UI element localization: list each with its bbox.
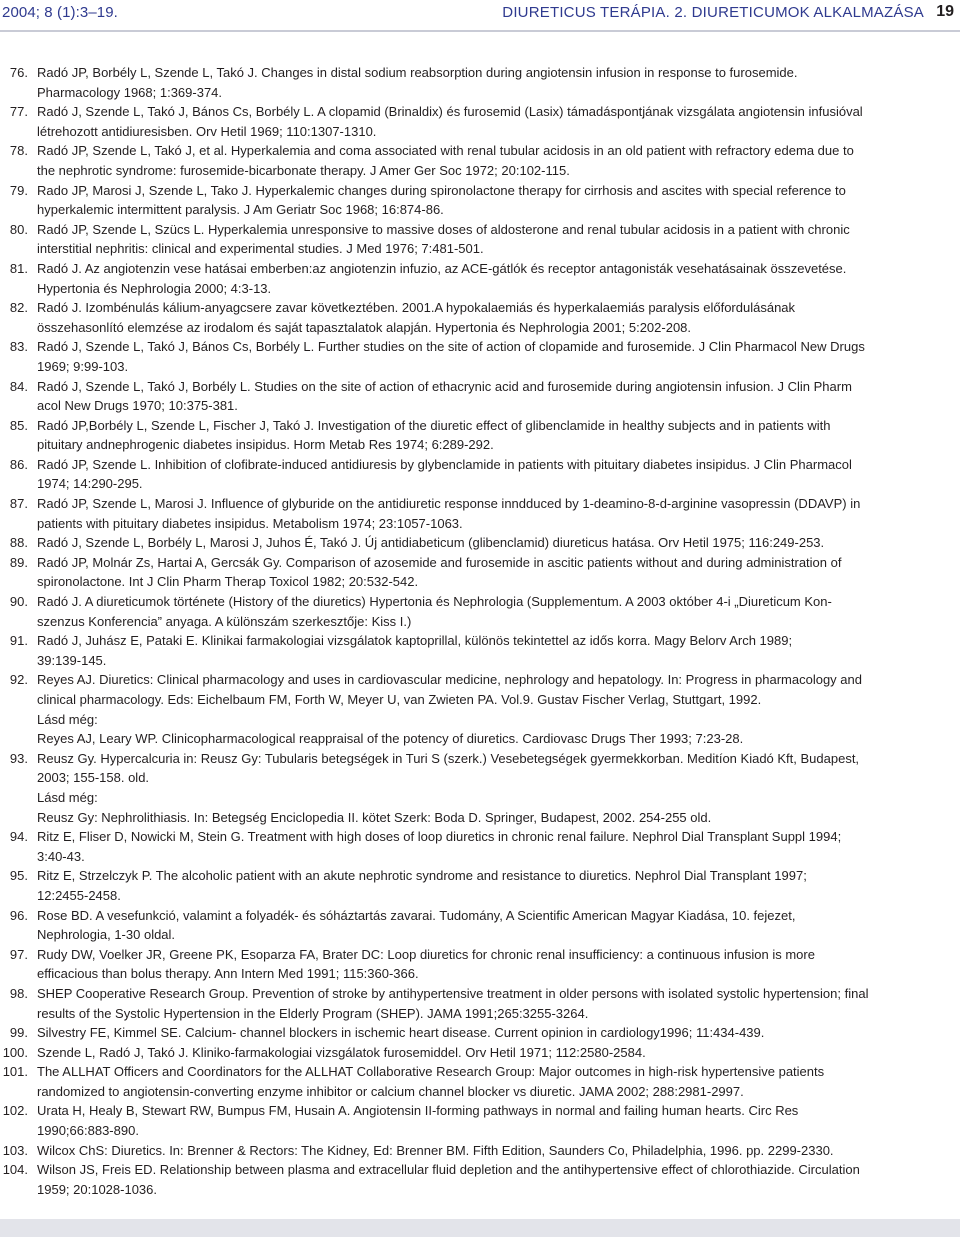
reference-item [0, 1160, 952, 1199]
reference-text-line: results of the Systolic Hypertension in the Elderly Program (SHEP). JAMA 1991;265:3255-3264. [37, 1005, 589, 1021]
reference-text-line: Reyes AJ. Diuretics: Clinical pharmacology and uses in cardiovascular medicine, nephrology and hepatology. In: Progress in pharmacology and [37, 672, 862, 688]
reference-item [0, 181, 952, 220]
reference-text-line: Radó JP, Szende L. Inhibition of clofibrate-induced antidiuresis by glybenclamide in patients with pituitary diabetes insipidus. J Clin Pharmacol [37, 456, 852, 472]
reference-text-line: Urata H, Healy B, Stewart RW, Bumpus FM, Husain A. Angiotensin II-forming pathways in normal and failing human hearts. Circ Res [37, 1103, 799, 1119]
reference-text-line: clinical pharmacology. Eds: Eichelbaum FM, Forth W, Meyer U, van Zwieten PA. Vol.9. Gustav Fischer Verlag, Stuttgart, 1992. [37, 692, 762, 707]
reference-item [0, 906, 952, 945]
reference-item [0, 102, 952, 141]
reference-text-line: pituitary andnephrogenic diabetes insipidus. Horm Metab Res 1974; 6:289-292. [37, 437, 494, 453]
reference-number: 100. [2, 1044, 28, 1060]
reference-text-line: interstitial nephritis: clinical and experimental studies. J Med 1976; 7:481-501. [37, 241, 484, 257]
reference-text-line: Wilson JS, Freis ED. Relationship between plasma and extracellular fluid depletion and the antihypertensive effect of chlorothiazide. Circulation [37, 1162, 860, 1178]
reference-number: 80. [9, 221, 28, 237]
reference-number: 86. [9, 456, 28, 472]
reference-text-line: 1959; 20:1028-1036. [37, 1181, 157, 1197]
reference-text-line: 3:40-43. [37, 848, 85, 864]
reference-item [0, 1043, 952, 1063]
reference-text-line: Radó J, Szende L, Borbély L, Marosi J, Juhos É, Takó J. Új antidiabeticum (glibenclamid) diureticus hatása. Orv Hetil 1975; 116:249-253. [37, 535, 825, 551]
reference-item [0, 141, 952, 180]
reference-number: 97. [9, 946, 28, 962]
reference-text-line: Hypertonia és Nephrologia 2000; 4:3-13. [37, 280, 272, 296]
reference-text-line: Reyes AJ, Leary WP. Clinicopharmacological reappraisal of the potency of diuretics. Cardiovasc Drugs Ther 1993; 7:23-28. [37, 731, 744, 747]
reference-number: 101. [2, 1064, 28, 1080]
reference-item [0, 1101, 952, 1140]
reference-number: 82. [9, 300, 28, 316]
reference-text-line: Pharmacology 1968; 1:369-374. [37, 84, 223, 100]
running-header [0, 0, 960, 30]
reference-text-line: Ritz E, Fliser D, Nowicki M, Stein G. Treatment with high doses of loop diuretics in chronic renal failure. Nephrol Dial Transplant Suppl 1994; [37, 829, 842, 845]
reference-text-line: acol New Drugs 1970; 10:375-381. [37, 398, 238, 414]
footer-bar [0, 1219, 960, 1237]
reference-item [0, 827, 952, 866]
reference-text-line: Radó J. Izombénulás kálium-anyagcsere zavar következtében. 2001.A hypokalaemiás és hyperkalaemiás paralysis előfordulásának [37, 300, 796, 316]
reference-text-line: Silvestry FE, Kimmel SE. Calcium- channel blockers in ischemic heart disease. Current opinion in cardiology1996; 11:434-439. [37, 1025, 765, 1041]
reference-text-line: 12:2455-2458. [37, 887, 121, 903]
reference-text-line: patients with pituitary diabetes insipidus. Metabolism 1974; 23:1057-1063. [37, 515, 463, 531]
reference-text-line: összehasonlító elemzése az irodalom és saját tapasztalatok alapján. Hypertonia és Nephrologia 2001; 5:202-208. [37, 319, 692, 335]
reference-item [0, 455, 952, 494]
reference-number: 92. [9, 672, 28, 688]
reference-item [0, 337, 952, 376]
reference-number: 90. [9, 594, 28, 610]
reference-text-line: Radó J, Szende L, Takó J, Borbély L. Studies on the site of action of ethacrynic acid and furosemide during angiotensin infusion. J Clin Pharm [37, 378, 852, 394]
reference-text-line: létrehozott antidiuresisben. Orv Hetil 1969; 110:1307-1310. [37, 123, 377, 139]
reference-number: 103. [2, 1142, 28, 1158]
section-title: DIURETICUS TERÁPIA. 2. DIURETICUMOK ALKALMAZÁSA [502, 4, 924, 21]
page-number: 19 [936, 3, 954, 20]
reference-text-line: 39:139-145. [37, 652, 107, 668]
reference-item [0, 298, 952, 337]
reference-text-line: Radó J. Az angiotenzin vese hatásai emberben:az angiotenzin infuzio, az ACE-gátlók és receptor antagonisták vesehatásainak összevetése. [37, 260, 847, 276]
reference-number: 93. [9, 750, 28, 766]
reference-item [0, 866, 952, 905]
reference-text-line: Rudy DW, Voelker JR, Greene PK, Esoparza FA, Brater DC: Loop diuretics for chronic renal insufficiency: a continuous infusion is more [37, 946, 815, 962]
reference-text-line: Nephrologia, 1-30 oldal. [37, 927, 176, 943]
reference-item [0, 984, 952, 1023]
reference-item [0, 592, 952, 631]
reference-number: 98. [9, 985, 28, 1001]
reference-item [0, 1062, 952, 1101]
reference-text-line: Reusz Gy. Hypercalcuria in: Reusz Gy: Tubularis betegségek in Turi S (szerk.) Vesebetegségek gyermekkorban. Meditíon Kiadó Kft, Budapest, [37, 750, 860, 766]
reference-item [0, 1141, 952, 1161]
reference-number: 79. [9, 182, 28, 198]
reference-text-line: Lásd még: [37, 711, 98, 727]
reference-number: 99. [9, 1025, 28, 1041]
header-rule [0, 30, 960, 32]
reference-number: 94. [9, 829, 28, 845]
reference-number: 102. [2, 1103, 28, 1119]
reference-text-line: Radó JP, Molnár Zs, Hartai A, Gercsák Gy. Comparison of azosemide and furosemide in ascitic patients without and during administration of [37, 554, 842, 570]
reference-number: 87. [9, 496, 28, 512]
reference-item [0, 416, 952, 455]
reference-text-line: 1974; 14:290-295. [37, 476, 143, 492]
reference-text-line: Ritz E, Strzelczyk P. The alcoholic patient with an akute nephrotic syndrome and resistance to diuretics. Nephrol Dial Transplant 1997; [37, 868, 807, 884]
reference-text-line: Lásd még: [37, 789, 98, 805]
reference-text-line: 1969; 9:99-103. [37, 358, 129, 374]
reference-text-line: Radó J, Szende L, Takó J, Bános Cs, Borbély L. A clopamid (Brinaldix) és furosemid (Lasix) támadáspontjának vizsgálata angiotensin infusióval [37, 104, 863, 120]
reference-number: 76. [9, 65, 28, 80]
reference-text-line: Radó JP, Szende L, Szücs L. Hyperkalemia unresponsive to massive doses of aldosterone and renal tubular acidosis in a patient with chronic [37, 221, 850, 237]
reference-text-line: Radó JP, Szende L, Takó J, et al. Hyperkalemia and coma associated with renal tubular acidosis in an old patient with refractory edema due to [37, 143, 854, 159]
reference-text-line: Reusz Gy: Nephrolithiasis. In: Betegség Enciclopedia II. kötet Szerk: Boda D. Springer, Budapest, 2002. 254-255 old. [37, 809, 712, 825]
reference-text-line: the nephrotic syndrome: furosemide-bicarbonate therapy. J Amer Ger Soc 1972; 20:102-115. [37, 162, 570, 178]
reference-item [0, 749, 952, 827]
reference-list [0, 63, 952, 1199]
reference-item [0, 63, 952, 102]
reference-number: 77. [9, 104, 28, 120]
reference-text-line: Radó J, Juhász E, Pataki E. Klinikai farmakologiai vizsgálatok kaptoprillal, különös tekintettel az idős korra. Magy Belorv Arch 1989; [37, 633, 793, 649]
reference-text-line: Radó JP, Borbély L, Szende L, Takó J. Changes in distal sodium reabsorption during angiotensin infusion in response to furosemide. [37, 65, 798, 80]
reference-number: 85. [9, 417, 28, 433]
reference-text-line: efficacious than bolus therapy. Ann Intern Med 1991; 115:360-366. [37, 966, 419, 982]
reference-item [0, 494, 952, 533]
reference-number: 104. [2, 1162, 28, 1178]
reference-text-line: Radó JP,Borbély L, Szende L, Fischer J, Takó J. Investigation of the diuretic effect of glibenclamide in healthy subjects and in patients with [37, 417, 831, 433]
reference-text-line: randomized to angiotensin-converting enzyme inhibitor or calcium channel blocker vs diuretic. JAMA 2002; 288:2981-2997. [37, 1083, 744, 1099]
reference-item [0, 259, 952, 298]
reference-text-line: Szende L, Radó J, Takó J. Kliniko-farmakologiai vizsgálatok furosemiddel. Orv Hetil 1971; 112:2580-2584. [37, 1044, 646, 1060]
reference-text-line: Rado JP, Marosi J, Szende L, Tako J. Hyperkalemic changes during spironolactone therapy for cirrhosis and ascites with special reference to [37, 182, 846, 198]
reference-text-line: spironolactone. Int J Clin Pharm Therap Toxicol 1982; 20:532-542. [37, 574, 419, 590]
reference-number: 78. [9, 143, 28, 159]
reference-number: 81. [9, 260, 28, 276]
reference-item [0, 377, 952, 416]
reference-number: 96. [9, 907, 28, 923]
reference-number: 83. [9, 339, 28, 355]
reference-text-line: Rose BD. A vesefunkció, valamint a folyadék- és sóháztartás zavarai. Tudomány, A Scientific American Magyar Kiadása, 10. fejezet, [37, 907, 796, 923]
reference-number: 88. [9, 535, 28, 551]
reference-text-line: hyperkalemic intermittent paralysis. J Am Geriatr Soc 1968; 16:874-86. [37, 202, 444, 218]
reference-item [0, 1023, 952, 1043]
journal-citation: 2004; 8 (1):3–19. [2, 4, 118, 21]
reference-number: 91. [9, 633, 28, 649]
reference-text-line: 2003; 155-158. old. [37, 770, 150, 786]
reference-item [0, 631, 952, 670]
reference-text-line: Radó J, Szende L, Takó J, Bános Cs, Borbély L. Further studies on the site of action of clopamide and furosemide. J Clin Pharmacol New Drugs [37, 339, 865, 355]
reference-number: 89. [9, 554, 28, 570]
reference-number: 84. [9, 378, 28, 394]
reference-text-line: The ALLHAT Officers and Coordinators for the ALLHAT Collaborative Research Group: Major outcomes in high-risk hypertensive patients [37, 1064, 825, 1080]
reference-item [0, 670, 952, 748]
reference-number: 95. [9, 868, 28, 884]
reference-text-line: Radó JP, Szende L, Marosi J. Influence of glyburide on the antidiuretic response inndduced by 1-deamino-8-d-arginine vasopressin (DDAVP) in [37, 496, 861, 512]
reference-item [0, 533, 952, 553]
reference-text-line: Wilcox ChS: Diuretics. In: Brenner & Rectors: The Kidney, Ed: Brenner BM. Fifth Edition, Saunders Co, Philadelphia, 1996. pp. 2299-2330. [37, 1142, 834, 1158]
reference-item [0, 220, 952, 259]
reference-text-line: szenzus Konferencia” anyaga. A különszám szerkesztője: Kiss I.) [37, 613, 412, 629]
reference-text-line: 1990;66:883-890. [37, 1123, 139, 1139]
reference-text-line: SHEP Cooperative Research Group. Prevention of stroke by antihypertensive treatment in older persons with isolated systolic hypertension; final [37, 985, 869, 1001]
reference-item [0, 945, 952, 984]
reference-item [0, 553, 952, 592]
reference-text-line: Radó J. A diureticumok története (History of the diuretics) Hypertonia és Nephrologia (Supplementum. A 2003 október 4-i „Diureticum Kon- [37, 594, 832, 610]
